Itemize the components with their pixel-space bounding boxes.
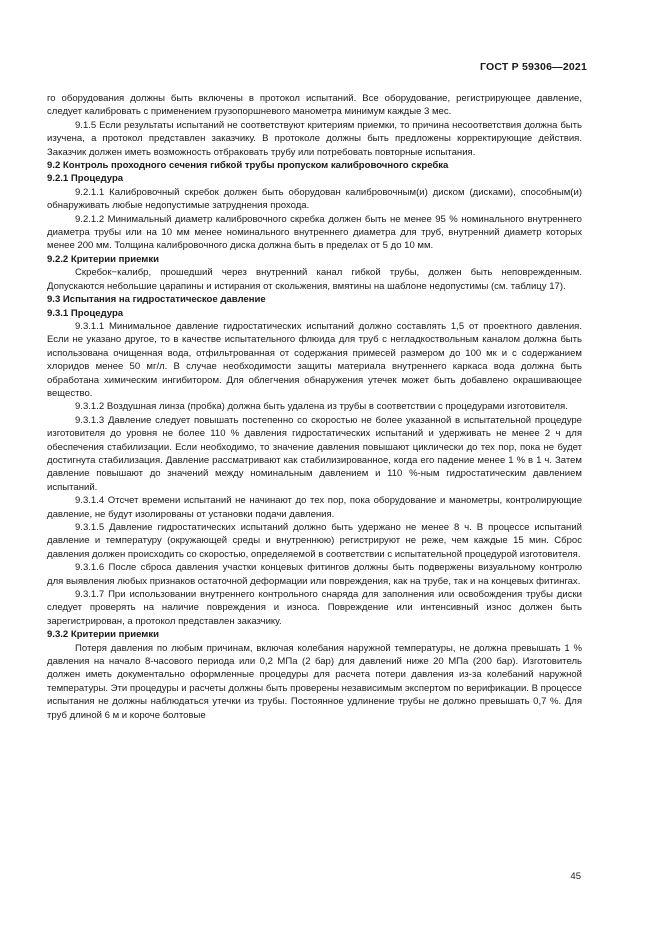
paragraph: 9.3.1.2 Воздушная линза (пробка) должна быть удалена из трубы в соответствии с процедурами изготовителя. — [75, 401, 568, 413]
subsection-heading: 9.3.1 Процедура — [47, 307, 124, 319]
paragraph: 9.3.1.4 Отсчет времени испытаний не начинают до тех пор, пока оборудование и манометры, контролирующие давление, не будут изолированы от установки подачи давления. — [47, 495, 582, 520]
page-number: 45 — [570, 871, 581, 882]
section-heading: 9.2 Контроль проходного сечения гибкой трубы пропуском калибровочного скребка — [47, 160, 449, 172]
document-body — [47, 92, 582, 722]
subsection-heading: 9.2.2 Критерии приемки — [47, 253, 159, 265]
paragraph: го оборудования должны быть включены в протокол испытаний. Все оборудование, регистрирующее давление, следует калибровать с применением грузопоршневого манометра минимум каждые 3 мес. — [47, 93, 582, 118]
paragraph: 9.3.1.5 Давление гидростатических испытаний должно быть удержано не менее 8 ч. В процессе испытаний давление и температуру (окружающей среды и внутреннюю) регистрируют не реже, чем каждые 15 мин. Сброс давления должен происходить со скоростью, определяемой в соответствии с испытательной процедурой изготовителя. — [47, 522, 582, 560]
paragraph: Скребок−калибр, прошедший через внутренний канал гибкой трубы, должен быть неповрежденным. Допускаются небольшие царапины и истирания от скольжения, вмятины на шаблоне недопустимы (см. таблицу 17). — [47, 267, 582, 292]
paragraph: 9.2.1.1 Калибровочный скребок должен быть оборудован калибровочным(и) диском (дисками), способным(и) обнаруживать любые недопустимые затруднения прохода. — [47, 186, 582, 212]
paragraph: 9.3.1.3 Давление следует повышать постепенно со скоростью не более указанной в испытательной процедуре изготовителя до уровня не более 110 % давления гидростатических испытаний и удерживать не менее 2 ч для обеспечения стабилизации. Если необходимо, то значение давления повышают циклически до тех пор, пока не будет достигнута стабилизация. Давление рассматривают как стабилизированное, когда его падение менее 1 % в 1 ч. Затем давление повышают до значений между номинальным давлением и 110 %-ным гидростатическим давлением испытаний. — [47, 414, 582, 493]
paragraph: Потеря давления по любым причинам, включая колебания наружной температуры, не должна превышать 1 % давления на начало 8-часового периода или 0,2 МПа (2 бар) для давлений ниже 20 МПа (200 бар). Изготовитель должен иметь документально оформленные процедуры для расчета потери давления из-за колебаний наружной температуры. Эти процедуры и расчеты должны быть проверены независимым экспертом по верификации. В процессе испытания не должны наблюдаться утечки из трубы. Постоянное удлинение трубы не должно превышать 0,7 %. Для труб длиной 6 м и короче болтовые — [47, 642, 582, 721]
subsection-heading: 9.2.1 Процедура — [47, 173, 124, 185]
paragraph: 9.3.1.1 Минимальное давление гидростатических испытаний должно составлять 1,5 от проектного давления. Если не указано другое, то в качестве испытательного флюида для труб с негладкоствольным каналом должна быть использована очищенная вода, отфильтрованная от содержания примесей размером до 100 мк и с содержанием хлоридов менее 50 мг/л. В случае необходимости защиты материала внутреннего каркаса вода должна быть обработана химическим ингибитором. Для облегчения обнаружения утечек может быть добавлено окрашивающее вещество. — [47, 320, 582, 399]
paragraph: 9.2.1.2 Минимальный диаметр калибровочного скребка должен быть не менее 95 % номинального внутреннего диаметра трубы или на 10 мм менее номинального внутреннего диаметра для труб, внутренний диаметр которых менее 200 мм. Толщина калибровочного диска должна быть в пределах от 5 до 10 мм. — [47, 213, 582, 252]
paragraph: 9.1.5 Если результаты испытаний не соответствуют критериям приемки, то причина несоответствия должна быть изучена, а протокол представлен заказчику. В протоколе должны быть предложены корректирующие действия. Заказчик должен иметь возможность отбраковать трубу или потребовать повторные испытания. — [47, 119, 582, 158]
paragraph: 9.3.1.6 После сброса давления участки концевых фитингов должны быть подвержены визуальному контролю для выявления любых признаков остаточной деформации или повреждения, как на трубе, так и на концевых фитингах. — [47, 562, 582, 587]
document-header: ГОСТ Р 59306—2021 — [479, 61, 587, 73]
paragraph: 9.3.1.7 При использовании внутреннего контрольного снаряда для заполнения или освобождения трубы диски следует проверять на наличие повреждения и износа. Повреждение или интенсивный износ должен быть зарегистрирован, а протокол представлен заказчику. — [47, 589, 582, 627]
subsection-heading: 9.3.2 Критерии приемки — [47, 629, 159, 641]
section-heading: 9.3 Испытания на гидростатическое давление — [47, 294, 266, 306]
